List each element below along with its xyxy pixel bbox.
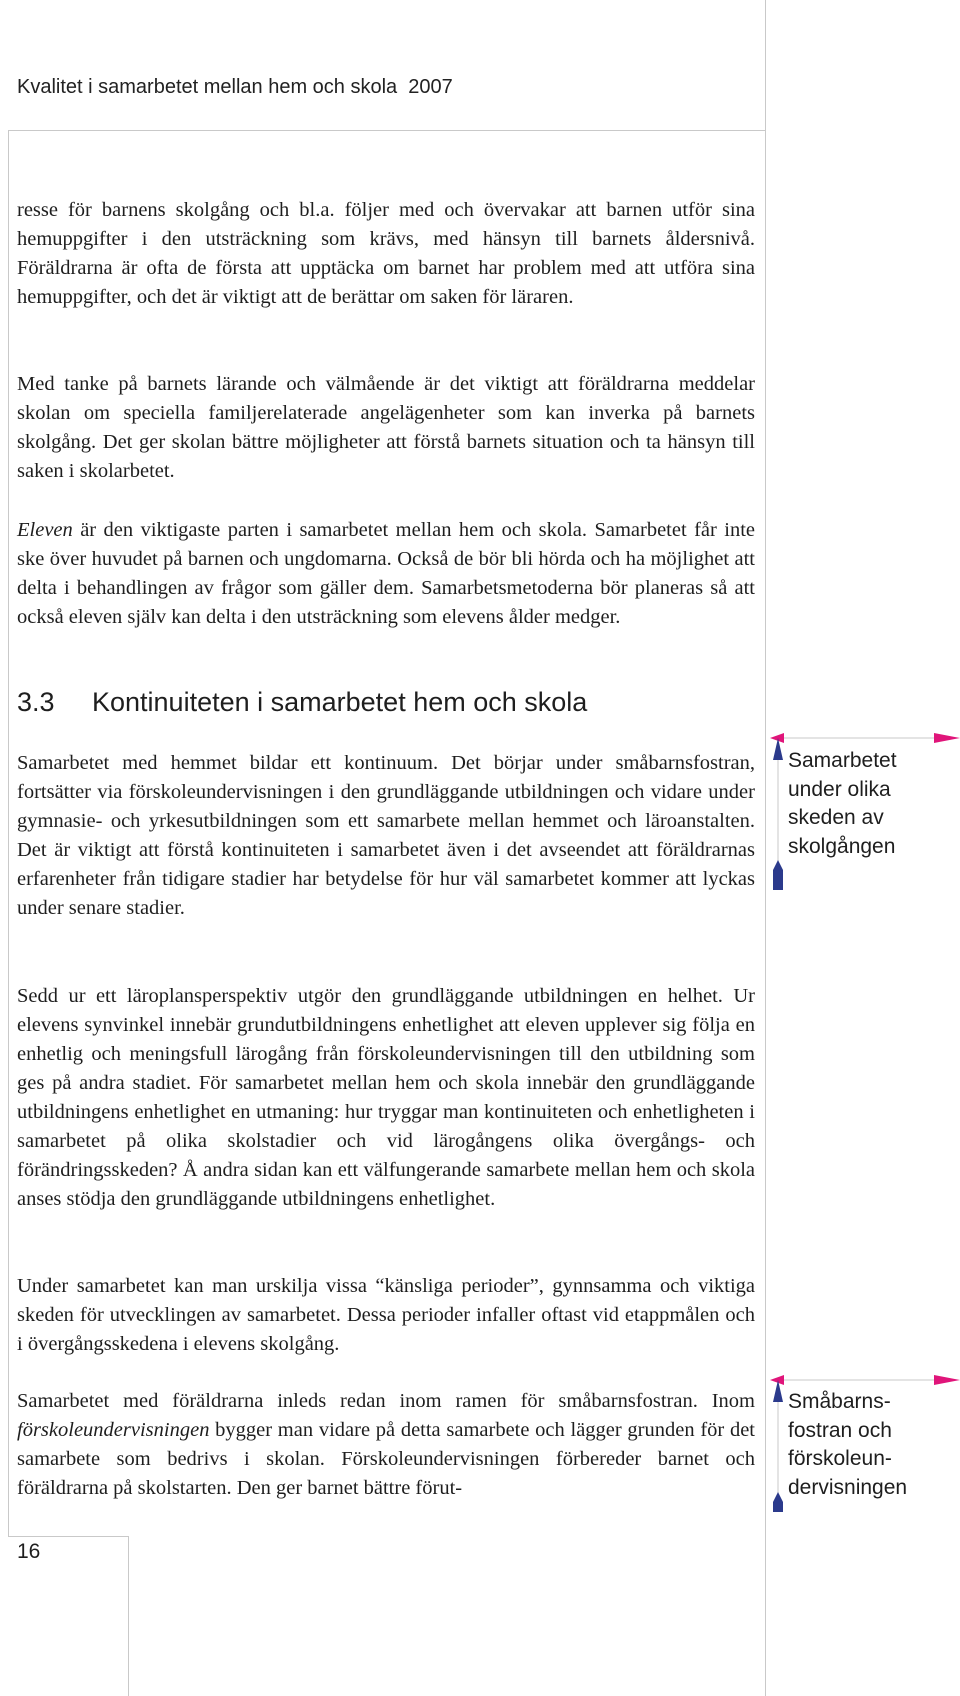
paragraph-7-part-a: Samarbetet med föräldrarna inleds redan inom ramen för småbarnsfostran. Inom [17,1390,755,1412]
paragraph-2-text: Med tanke på barnets lärande och välmående är det viktigt att föräldrarna meddelar skolan om speciella familjerelaterade angelägenheter som kan inverka på barnets skolgång. Det ger skolan bättre möjligheter att förstå barnets situation och ta hänsyn till saken i skolarbetet. [17,373,755,482]
paragraph-3 [17,516,755,632]
section-title: Kontinuiteten i samarbetet hem och skola [92,687,588,717]
paragraph-4 [17,749,755,923]
frame-top-rule [8,130,766,131]
margin-note-2-line-4: dervisningen [788,1475,908,1499]
margin-note-2-line-3: förskoleun- [788,1447,892,1470]
margin-note-1-line-3: skeden av [788,806,884,829]
margin-note-1-line-4: skolgången [788,834,896,858]
frame-footer-rule [128,1536,129,1696]
margin-note-2 [788,1388,907,1502]
paragraph-5 [17,982,755,1214]
margin-note-1-line-2: under olika [788,777,891,801]
margin-note-1 [788,747,897,861]
paragraph-1 [17,196,755,312]
margin-note-2-line-2: fostran och [788,1418,892,1442]
page-number: 16 [17,1540,41,1563]
paragraph-3-rest: är den viktigaste parten i samarbetet mellan hem och skola. Samarbetet får inte ske över huvudet på barnen och ungdomarna. Också de bör bli hörda och ha möjlighet att delta i behandlingen av frågor som gäller dem. Samarbetsmetoderna bör planeras så att också eleven själv kan delta i den utsträckning som elevens ålder medger. [17,519,755,628]
margin-note-2-line-1: Småbarns- [788,1390,891,1413]
section-heading [17,687,587,718]
paragraph-4-text: Samarbetet med hemmet bildar ett kontinuum. Det börjar under småbarnsfostran, fortsätter via förskoleundervisningen i den grundläggande utbildningen och vidare under gymnasie- och yrkesutbildningen som ett samarbete mellan hemmet och läroanstalten. Det är viktigt att förstå kontinuiteten i samarbetet även i det avseendet att föräldrarnas erfarenheter från tidigare stadier har betydelse för hur väl samarbetet kommer att lyckas under senare stadier. [17,752,755,919]
running-header: Kvalitet i samarbetet mellan hem och skola 2007 [17,76,453,98]
paragraph-2 [17,370,755,486]
paragraph-7 [17,1387,755,1503]
frame-right-rule [765,0,766,1696]
paragraph-5-text: Sedd ur ett läroplansperspektiv utgör den grundläggande utbildningen en helhet. Ur elevens synvinkel innebär grundutbildningens enhetlighet att eleven upplever sig följa en enhetlig och meningsfull lärogång från förskoleundervisningen till den utbildning som ges på andra stadiet. För samarbetet mellan hem och skola innebär den grundläggande utbildningens enhetlighet en utmaning: hur tryggar man kontinuiteten och enhetligheten i samarbetet på olika skolstadier och vid lärogångens olika övergångs- och förändringsskeden? Å andra sidan kan ett välfungerande samarbete mellan hem och skola anses stödja den grundläggande utbildningens enhetlighet. [17,985,755,1210]
paragraph-6 [17,1272,755,1359]
paragraph-7-text [17,1387,755,1503]
margin-note-1-line-1: Samarbetet [788,749,897,772]
section-number: 3.3 [17,687,55,717]
paragraph-1-text: resse för barnens skolgång och bl.a. följer med och övervakar att barnen utför sina hemuppgifter i den utsträckning som krävs, med hänsyn till barnets åldersnivå. Föräldrarna är ofta de första att upptäcka om barnet har problem med att utföra sina hemuppgifter, och det är viktigt att de berättar om saken för läraren. [17,199,755,308]
frame-bottom-rule [8,1536,128,1537]
paragraph-6-text: Under samarbetet kan man urskilja vissa “känsliga perioder”, gynnsamma och viktiga skeden för utvecklingen av samarbetet. Dessa perioder infaller oftast vid etappmålen och i övergångsskedena i elevens skolgång. [17,1275,755,1355]
emphasis-eleven: Eleven [17,519,73,541]
paragraph-3-text [17,516,755,632]
frame-left-rule-top [8,130,9,1536]
paragraph-7-part-b: bygger man vidare på detta samarbete och lägger grunden för det samarbete som bedrivs i skolan. Förskoleundervisningen förbereder barnet och föräldrarna på skolstarten. Den ger barnet bättre förut- [17,1419,755,1499]
emphasis-forskoleundervisningen: förskoleundervisningen [17,1419,210,1441]
